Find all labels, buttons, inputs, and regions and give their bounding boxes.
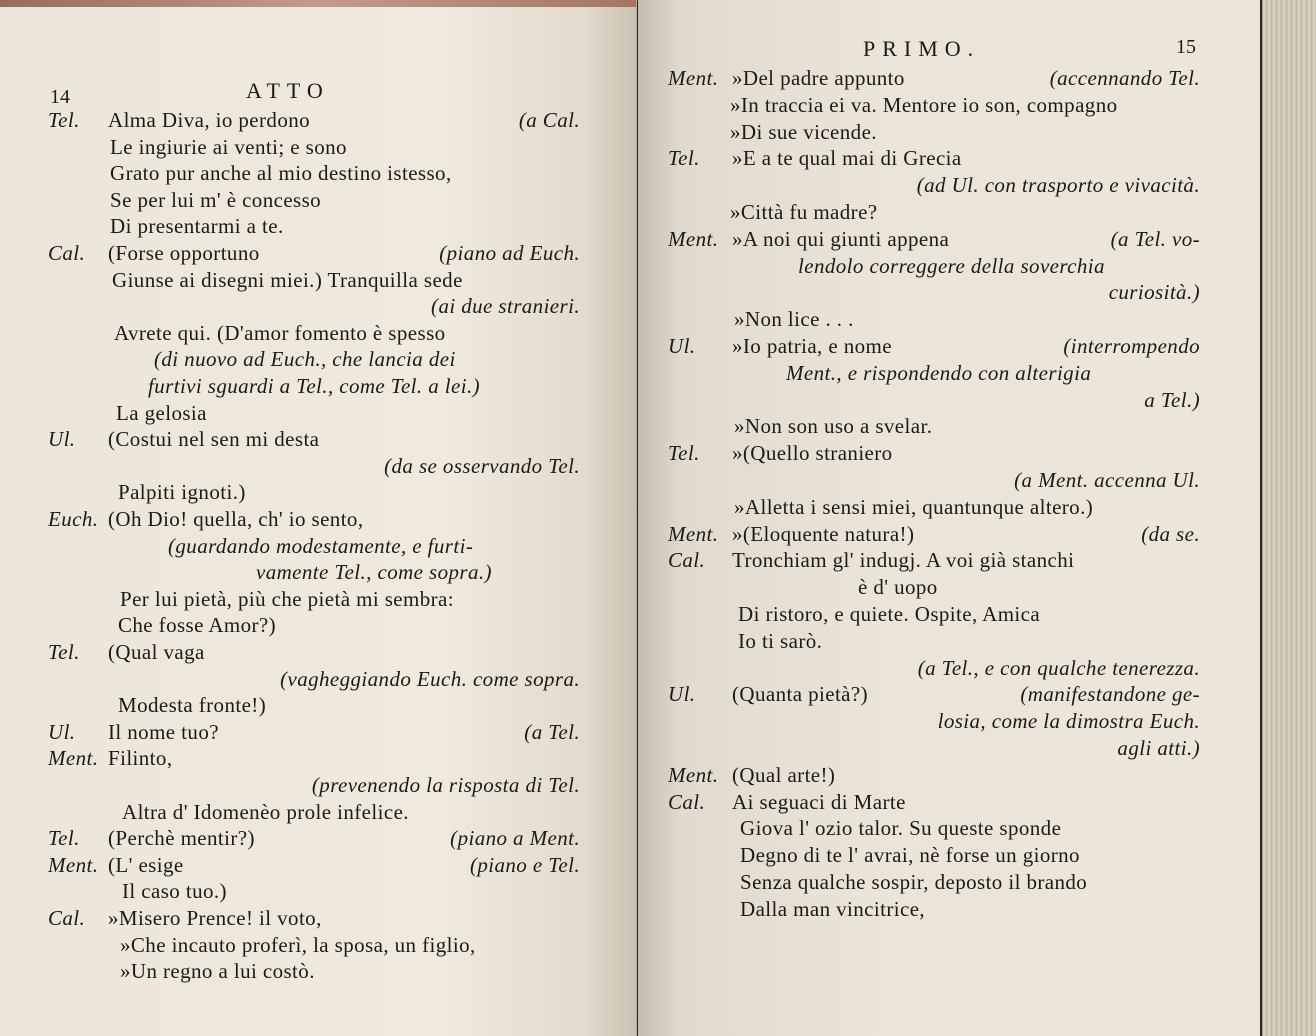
speaker-name: Ment.: [48, 852, 99, 877]
verse-line: »Del padre appunto: [732, 66, 905, 90]
verse-line: Degno di te l' avrai, nè forse un giorno: [740, 843, 1080, 868]
speaker-name: Cal.: [668, 789, 706, 814]
speaker-name: Ul.: [48, 719, 76, 744]
stage-direction: lendolo correggere della soverchia: [798, 253, 1105, 278]
verse-line: (Oh Dio! quella, ch' io sento,: [108, 507, 364, 531]
stage-direction: (guardando modestamente, e furti-: [168, 533, 474, 558]
stage-direction: agli atti.): [1117, 736, 1200, 760]
verse-line: Palpiti ignoti.): [118, 480, 246, 505]
verse-line: Giova l' ozio talor. Su queste sponde: [740, 816, 1062, 841]
verse-line: Tronchiam gl' indugj. A voi già stanchi: [732, 548, 1075, 573]
stage-direction: (da se osservando Tel.: [384, 453, 580, 478]
speaker-name: Ul.: [668, 334, 696, 358]
verse-line: Senza qualche sospir, deposto il brando: [740, 870, 1088, 894]
stage-direction: vamente Tel., come sopra.): [256, 560, 492, 585]
verse-line: Ai seguaci di Marte: [732, 789, 906, 814]
verse-line: Altra d' Idomenèo prole infelice.: [122, 799, 409, 824]
verse-line: Io ti sarò.: [738, 628, 823, 653]
right-running-head: PRIMO.: [863, 36, 981, 61]
stage-direction: (manifestandone ge-: [1020, 682, 1200, 707]
stage-direction: losia, come la dimostra Euch.: [937, 709, 1200, 734]
verse-line: »Alletta i sensi miei, quantunque altero.): [734, 494, 1094, 519]
verse-line: Modesta fronte!): [118, 693, 267, 718]
verse-line: Di ristoro, e quiete. Ospite, Amica: [738, 602, 1041, 626]
verse-line: (Quanta pietà?): [732, 682, 869, 707]
stage-direction: (accennando Tel.: [1049, 66, 1200, 90]
stage-direction: (da se.: [1141, 521, 1200, 546]
stage-direction: (piano e Tel.: [469, 852, 580, 877]
stage-direction: (a Tel.: [524, 719, 580, 744]
speaker-name: Tel.: [48, 640, 80, 664]
verse-line: Che fosse Amor?): [118, 613, 277, 638]
speaker-name: Tel.: [668, 146, 700, 171]
verse-line: »Io patria, e nome: [732, 334, 892, 358]
stage-direction: (vagheggiando Euch. come sopra.: [280, 666, 580, 691]
verse-line: »(Quello straniero: [732, 441, 893, 466]
verse-line: Avrete qui. (D'amor fomento è spesso: [114, 320, 446, 345]
verse-line: Giunse ai disegni miei.) Tranquilla sede: [112, 267, 463, 292]
page-edges: [1262, 0, 1316, 1036]
stage-direction: (a Ment. accenna Ul.: [1014, 468, 1200, 492]
verse-line: è d' uopo: [858, 575, 938, 600]
speaker-name: Tel.: [668, 441, 700, 466]
stage-direction: curiosità.): [1108, 280, 1200, 305]
speaker-name: Ment.: [668, 66, 719, 90]
verse-line: »E a te qual mai di Grecia: [732, 146, 962, 171]
verse-line: Di presentarmi a te.: [110, 214, 284, 239]
verse-line: Per lui pietà, più che pietà mi sembra:: [120, 586, 455, 611]
stage-direction: (a Tel., e con qualche tenerezza.: [917, 655, 1200, 680]
verse-line: »Non son uso a svelar.: [734, 414, 933, 439]
verse-line: (L' esige: [108, 852, 184, 877]
verse-line: Il nome tuo?: [108, 719, 219, 744]
verse-line: »(Eloquente natura!): [732, 521, 915, 546]
stage-direction: (piano ad Euch.: [439, 241, 580, 265]
speaker-name: Cal.: [668, 548, 706, 573]
right-page: [638, 0, 1260, 1036]
verse-line: Filinto,: [108, 746, 173, 771]
verse-line: »In traccia ei va. Mentore io son, compagno: [730, 92, 1118, 117]
verse-line: Grato pur anche al mio destino istesso,: [110, 161, 452, 186]
right-page-number: 15: [1176, 36, 1196, 58]
speaker-name: Ment.: [668, 521, 719, 546]
left-page: [0, 0, 637, 1036]
left-running-head: ATTO: [246, 78, 330, 103]
binding-edge: [0, 0, 636, 7]
speaker-name: Tel.: [48, 108, 80, 132]
speaker-name: Ment.: [668, 226, 719, 251]
verse-line: La gelosia: [116, 400, 207, 425]
verse-line: »A noi qui giunti appena: [732, 226, 950, 251]
verse-line: Se per lui m' è concesso: [110, 187, 322, 212]
stage-direction: (ai due stranieri.: [431, 294, 580, 319]
stage-direction: (a Cal.: [518, 108, 580, 132]
stage-direction: (di nuovo ad Euch., che lancia dei: [154, 347, 456, 372]
verse-line: (Qual arte!): [732, 762, 836, 787]
stage-direction: a Tel.): [1144, 387, 1200, 412]
stage-direction: (prevenendo la risposta di Tel.: [311, 773, 580, 797]
verse-line: »Misero Prence! il voto,: [108, 906, 322, 930]
verse-line: »Non lice . . .: [734, 307, 854, 332]
verse-line: (Qual vaga: [108, 640, 205, 664]
verse-line: Le ingiurie ai venti; e sono: [110, 134, 347, 159]
verse-line: Alma Diva, io perdono: [108, 108, 311, 132]
verse-line: Il caso tuo.): [122, 879, 227, 904]
speaker-name: Cal.: [48, 241, 86, 265]
stage-direction: (a Tel. vo-: [1110, 226, 1200, 251]
stage-direction: Ment., e rispondendo con alterigia: [786, 360, 1092, 385]
speaker-name: Euch.: [48, 507, 99, 531]
verse-line: »Di sue vicende.: [730, 119, 877, 144]
stage-direction: (ad Ul. con trasporto e vivacità.: [916, 173, 1200, 198]
speaker-name: Ul.: [668, 682, 696, 707]
verse-line: (Costui nel sen mi desta: [108, 427, 320, 452]
stage-direction: (piano a Ment.: [450, 826, 580, 851]
verse-line: »Un regno a lui costò.: [120, 959, 315, 984]
verse-line: »Città fu madre?: [730, 200, 878, 224]
speaker-name: Ment.: [668, 762, 719, 787]
speaker-name: Cal.: [48, 906, 86, 930]
verse-line: Dalla man vincitrice,: [740, 896, 926, 921]
stage-direction: furtivi sguardi a Tel., come Tel. a lei.): [148, 374, 480, 398]
speaker-name: Ul.: [48, 427, 76, 452]
verse-line: (Perchè mentir?): [108, 826, 255, 851]
stage-direction: (interrompendo: [1063, 334, 1200, 358]
verse-line: (Forse opportuno: [108, 241, 260, 265]
speaker-name: Tel.: [48, 826, 80, 851]
speaker-name: Ment.: [48, 746, 99, 771]
verse-line: »Che incauto proferì, la sposa, un figlio,: [120, 932, 476, 957]
left-page-number: 14: [50, 86, 70, 108]
